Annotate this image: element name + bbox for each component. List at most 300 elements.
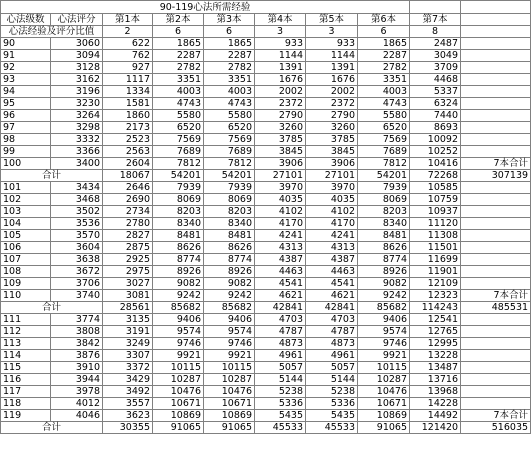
book-exp-cell: 8340	[153, 218, 204, 230]
book-exp-cell: 4003	[358, 86, 410, 98]
empty-cell	[461, 398, 531, 410]
book-exp-cell: 7939	[153, 182, 204, 194]
table-row	[1, 278, 531, 290]
total-value: 42841	[255, 302, 306, 314]
score-cell: 3128	[51, 62, 103, 74]
level-cell: 107	[1, 254, 51, 266]
book-exp-cell: 1581	[103, 98, 153, 110]
book-exp-cell: 4102	[255, 206, 306, 218]
table-row	[1, 98, 531, 110]
book-exp-cell: 4035	[306, 194, 358, 206]
book-exp-cell: 9746	[204, 338, 255, 350]
book-exp-cell: 2646	[103, 182, 153, 194]
book-exp-cell: 9406	[153, 314, 204, 326]
total-sum: 516035	[461, 422, 531, 434]
total-value: 72268	[410, 170, 461, 182]
book-exp-cell: 8203	[153, 206, 204, 218]
book-exp-cell: 4241	[306, 230, 358, 242]
book-exp-cell: 2790	[306, 110, 358, 122]
book-exp-cell: 1144	[255, 50, 306, 62]
book-exp-cell: 927	[103, 62, 153, 74]
table-row	[1, 350, 531, 362]
book-exp-cell: 3623	[103, 410, 153, 422]
total-value: 91065	[358, 422, 410, 434]
book-exp-cell: 9921	[153, 350, 204, 362]
book-exp-cell: 762	[103, 50, 153, 62]
book-exp-cell: 4787	[306, 326, 358, 338]
book-exp-cell: 3191	[103, 326, 153, 338]
empty-cell	[461, 386, 531, 398]
book-exp-cell: 2780	[103, 218, 153, 230]
book-exp-cell: 8926	[204, 266, 255, 278]
book-exp-cell: 3249	[103, 338, 153, 350]
table-row	[1, 290, 531, 302]
empty-cell	[461, 26, 531, 38]
book-exp-cell: 3906	[255, 158, 306, 170]
table-row	[1, 386, 531, 398]
ratio-value: 8	[410, 26, 461, 38]
book-exp-cell: 2372	[255, 98, 306, 110]
book-exp-cell: 4961	[306, 350, 358, 362]
book-exp-cell: 9746	[153, 338, 204, 350]
book-exp-cell: 10869	[204, 410, 255, 422]
book-exp-cell: 2690	[103, 194, 153, 206]
book-exp-cell: 14492	[410, 410, 461, 422]
score-cell: 4046	[51, 410, 103, 422]
book-exp-cell: 10585	[410, 182, 461, 194]
book-exp-cell: 1676	[306, 74, 358, 86]
header-book-4: 第4本	[255, 14, 306, 26]
book-exp-cell: 10092	[410, 134, 461, 146]
book-exp-cell: 5144	[306, 374, 358, 386]
level-cell: 110	[1, 290, 51, 302]
book-exp-cell: 3372	[103, 362, 153, 374]
book-exp-cell: 1865	[358, 38, 410, 50]
book-exp-cell: 7689	[204, 146, 255, 158]
empty-cell	[461, 230, 531, 242]
table-row	[1, 314, 531, 326]
total-row	[1, 422, 531, 434]
level-cell: 115	[1, 362, 51, 374]
ratio-value: 3	[255, 26, 306, 38]
book-exp-cell: 2604	[103, 158, 153, 170]
book-exp-cell: 4463	[306, 266, 358, 278]
score-cell: 3230	[51, 98, 103, 110]
score-cell: 3672	[51, 266, 103, 278]
score-cell: 3468	[51, 194, 103, 206]
book-exp-cell: 8693	[410, 122, 461, 134]
book-exp-cell: 2287	[153, 50, 204, 62]
score-cell: 3400	[51, 158, 103, 170]
empty-cell	[461, 182, 531, 194]
table-row	[1, 230, 531, 242]
total-value: 54201	[204, 170, 255, 182]
book-exp-cell: 3785	[255, 134, 306, 146]
book-exp-cell: 4313	[255, 242, 306, 254]
book-exp-cell: 2287	[204, 50, 255, 62]
score-cell: 3944	[51, 374, 103, 386]
score-cell: 3740	[51, 290, 103, 302]
empty-cell	[461, 50, 531, 62]
book-exp-cell: 3351	[153, 74, 204, 86]
empty-cell	[461, 314, 531, 326]
book-exp-cell: 5580	[153, 110, 204, 122]
book-exp-cell: 6324	[410, 98, 461, 110]
book-exp-cell: 4873	[255, 338, 306, 350]
book-exp-cell: 10476	[153, 386, 204, 398]
score-cell: 3706	[51, 278, 103, 290]
book-exp-cell: 10287	[204, 374, 255, 386]
level-cell: 111	[1, 314, 51, 326]
table-row	[1, 362, 531, 374]
book-exp-cell: 2782	[153, 62, 204, 74]
level-cell: 106	[1, 242, 51, 254]
book-exp-cell: 9242	[204, 290, 255, 302]
book-exp-cell: 8926	[358, 266, 410, 278]
book-exp-cell: 8203	[204, 206, 255, 218]
empty-cell	[461, 374, 531, 386]
book-exp-cell: 12765	[410, 326, 461, 338]
book-exp-cell: 9082	[358, 278, 410, 290]
empty-cell	[461, 134, 531, 146]
header-book-2: 第2本	[153, 14, 204, 26]
empty-cell	[461, 146, 531, 158]
book-exp-cell: 4703	[255, 314, 306, 326]
total-value: 45533	[306, 422, 358, 434]
book-exp-cell: 8774	[204, 254, 255, 266]
score-cell: 3332	[51, 134, 103, 146]
book-exp-cell: 6520	[358, 122, 410, 134]
book-exp-cell: 11699	[410, 254, 461, 266]
book-exp-cell: 8069	[358, 194, 410, 206]
table-row	[1, 398, 531, 410]
score-cell: 3264	[51, 110, 103, 122]
empty-cell	[461, 194, 531, 206]
level-cell: 98	[1, 134, 51, 146]
score-cell: 3604	[51, 242, 103, 254]
table-row	[1, 50, 531, 62]
table-title: 90-119心法所需经验	[1, 1, 410, 14]
book-exp-cell: 3135	[103, 314, 153, 326]
book-exp-cell: 11120	[410, 218, 461, 230]
score-cell: 3298	[51, 122, 103, 134]
book-exp-cell: 9746	[358, 338, 410, 350]
book-exp-cell: 10671	[358, 398, 410, 410]
score-cell: 3196	[51, 86, 103, 98]
book-exp-cell: 2523	[103, 134, 153, 146]
book-exp-cell: 11308	[410, 230, 461, 242]
table-row	[1, 74, 531, 86]
table-row	[1, 374, 531, 386]
book-exp-cell: 4241	[255, 230, 306, 242]
score-cell: 3876	[51, 350, 103, 362]
score-cell: 3774	[51, 314, 103, 326]
level-cell: 95	[1, 98, 51, 110]
book-exp-cell: 7939	[204, 182, 255, 194]
book-exp-cell: 3260	[255, 122, 306, 134]
book-exp-cell: 2173	[103, 122, 153, 134]
book-exp-cell: 4743	[153, 98, 204, 110]
book-exp-cell: 8626	[358, 242, 410, 254]
score-cell: 4012	[51, 398, 103, 410]
empty-cell	[461, 206, 531, 218]
book-exp-cell: 3260	[306, 122, 358, 134]
score-cell: 3366	[51, 146, 103, 158]
book-exp-cell: 3785	[306, 134, 358, 146]
ratio-value: 6	[153, 26, 204, 38]
book-exp-cell: 10287	[358, 374, 410, 386]
book-exp-cell: 9082	[153, 278, 204, 290]
header-score: 心法评分	[51, 14, 103, 26]
level-cell: 96	[1, 110, 51, 122]
book-exp-cell: 1391	[255, 62, 306, 74]
header-row	[1, 14, 531, 26]
empty-cell	[461, 350, 531, 362]
book-exp-cell: 12995	[410, 338, 461, 350]
book-exp-cell: 7812	[358, 158, 410, 170]
level-cell: 104	[1, 218, 51, 230]
level-cell: 118	[1, 398, 51, 410]
book-exp-cell: 6520	[153, 122, 204, 134]
total-value: 91065	[153, 422, 204, 434]
score-cell: 3060	[51, 38, 103, 50]
table-row	[1, 122, 531, 134]
book-exp-cell: 9242	[153, 290, 204, 302]
book-exp-cell: 1860	[103, 110, 153, 122]
book-exp-cell: 1144	[306, 50, 358, 62]
book-exp-cell: 5057	[306, 362, 358, 374]
total-value: 85682	[153, 302, 204, 314]
level-cell: 92	[1, 62, 51, 74]
score-cell: 3162	[51, 74, 103, 86]
book-exp-cell: 1117	[103, 74, 153, 86]
book-exp-cell: 4743	[204, 98, 255, 110]
empty-cell	[461, 14, 531, 26]
empty-cell	[461, 326, 531, 338]
book-exp-cell: 4035	[255, 194, 306, 206]
empty-cell	[461, 218, 531, 230]
table-row	[1, 194, 531, 206]
total-label: 合计	[1, 422, 103, 434]
book-exp-cell: 3557	[103, 398, 153, 410]
header-book-1: 第1本	[103, 14, 153, 26]
total-value: 85682	[358, 302, 410, 314]
score-cell: 3910	[51, 362, 103, 374]
book-exp-cell: 933	[306, 38, 358, 50]
empty-cell	[461, 122, 531, 134]
book-exp-cell: 8774	[153, 254, 204, 266]
book-exp-cell: 7689	[358, 146, 410, 158]
book-exp-cell: 3709	[410, 62, 461, 74]
book-exp-cell: 10115	[204, 362, 255, 374]
book-exp-cell: 9406	[204, 314, 255, 326]
book-exp-cell: 11901	[410, 266, 461, 278]
empty-cell	[410, 1, 461, 14]
book-exp-cell: 3492	[103, 386, 153, 398]
level-cell: 117	[1, 386, 51, 398]
book-exp-cell: 8069	[153, 194, 204, 206]
book-exp-cell: 4463	[255, 266, 306, 278]
book-exp-cell: 2875	[103, 242, 153, 254]
book-exp-cell: 10671	[204, 398, 255, 410]
score-cell: 3808	[51, 326, 103, 338]
book-exp-cell: 5238	[306, 386, 358, 398]
book-exp-cell: 4102	[306, 206, 358, 218]
ratio-label: 心法经验及评分比值	[1, 26, 103, 38]
empty-cell	[461, 254, 531, 266]
empty-cell	[461, 278, 531, 290]
book-exp-cell: 10115	[153, 362, 204, 374]
header-book-5: 第5本	[306, 14, 358, 26]
book-exp-cell: 7569	[153, 134, 204, 146]
book-exp-cell: 1391	[306, 62, 358, 74]
book-exp-cell: 8626	[153, 242, 204, 254]
book-exp-cell: 4003	[204, 86, 255, 98]
level-cell: 105	[1, 230, 51, 242]
book-exp-cell: 3351	[204, 74, 255, 86]
title-row	[1, 1, 531, 14]
book-exp-cell: 5337	[410, 86, 461, 98]
book-exp-cell: 13716	[410, 374, 461, 386]
book-exp-cell: 4541	[306, 278, 358, 290]
total-value: 30355	[103, 422, 153, 434]
book-exp-cell: 4541	[255, 278, 306, 290]
total-row	[1, 170, 531, 182]
ratio-value: 6	[358, 26, 410, 38]
header-book-6: 第6本	[358, 14, 410, 26]
book-exp-cell: 10416	[410, 158, 461, 170]
book-exp-cell: 3845	[255, 146, 306, 158]
book-exp-cell: 2925	[103, 254, 153, 266]
score-cell: 3978	[51, 386, 103, 398]
header-level: 心法级数	[1, 14, 51, 26]
ratio-value: 3	[306, 26, 358, 38]
book-exp-cell: 3845	[306, 146, 358, 158]
empty-cell	[461, 338, 531, 350]
book-exp-cell: 3027	[103, 278, 153, 290]
book-exp-cell: 4170	[255, 218, 306, 230]
total-value: 54201	[153, 170, 204, 182]
level-cell: 119	[1, 410, 51, 422]
book-exp-cell: 4170	[306, 218, 358, 230]
table-row	[1, 242, 531, 254]
book-exp-cell: 7689	[153, 146, 204, 158]
book-exp-cell: 4387	[306, 254, 358, 266]
book-exp-cell: 2287	[358, 50, 410, 62]
book-exp-cell: 2002	[255, 86, 306, 98]
empty-cell	[461, 62, 531, 74]
book-exp-cell: 8481	[204, 230, 255, 242]
total-label: 合计	[1, 302, 103, 314]
empty-cell	[461, 242, 531, 254]
book-exp-cell: 8774	[358, 254, 410, 266]
total-note: 7本合计	[461, 290, 531, 302]
table-row	[1, 206, 531, 218]
book-exp-cell: 13487	[410, 362, 461, 374]
book-exp-cell: 2372	[306, 98, 358, 110]
book-exp-cell: 9574	[153, 326, 204, 338]
total-note: 7本合计	[461, 410, 531, 422]
book-exp-cell: 7569	[358, 134, 410, 146]
table-row	[1, 218, 531, 230]
book-exp-cell: 10869	[153, 410, 204, 422]
book-exp-cell: 9921	[204, 350, 255, 362]
book-exp-cell: 13228	[410, 350, 461, 362]
empty-cell	[461, 86, 531, 98]
book-exp-cell: 1865	[153, 38, 204, 50]
empty-cell	[461, 74, 531, 86]
level-cell: 93	[1, 74, 51, 86]
book-exp-cell: 622	[103, 38, 153, 50]
book-exp-cell: 3081	[103, 290, 153, 302]
total-row	[1, 302, 531, 314]
book-exp-cell: 3970	[306, 182, 358, 194]
level-cell: 114	[1, 350, 51, 362]
book-exp-cell: 4003	[153, 86, 204, 98]
total-value: 18067	[103, 170, 153, 182]
book-exp-cell: 10671	[153, 398, 204, 410]
book-exp-cell: 7812	[204, 158, 255, 170]
table-row	[1, 146, 531, 158]
ratio-value: 6	[204, 26, 255, 38]
score-cell: 3536	[51, 218, 103, 230]
ratio-row	[1, 26, 531, 38]
empty-cell	[461, 1, 531, 14]
book-exp-cell: 8340	[358, 218, 410, 230]
level-cell: 116	[1, 374, 51, 386]
book-exp-cell: 8926	[153, 266, 204, 278]
book-exp-cell: 2790	[255, 110, 306, 122]
book-exp-cell: 2782	[204, 62, 255, 74]
level-cell: 102	[1, 194, 51, 206]
empty-cell	[461, 98, 531, 110]
total-value: 45533	[255, 422, 306, 434]
book-exp-cell: 3351	[358, 74, 410, 86]
score-cell: 3570	[51, 230, 103, 242]
level-cell: 94	[1, 86, 51, 98]
book-exp-cell: 10252	[410, 146, 461, 158]
book-exp-cell: 9242	[358, 290, 410, 302]
book-exp-cell: 933	[255, 38, 306, 50]
empty-cell	[461, 38, 531, 50]
table-row	[1, 62, 531, 74]
book-exp-cell: 5580	[204, 110, 255, 122]
level-cell: 91	[1, 50, 51, 62]
level-cell: 101	[1, 182, 51, 194]
book-exp-cell: 4621	[306, 290, 358, 302]
ratio-value: 2	[103, 26, 153, 38]
total-note: 7本合计	[461, 158, 531, 170]
total-sum: 485531	[461, 302, 531, 314]
book-exp-cell: 4313	[306, 242, 358, 254]
book-exp-cell: 2002	[306, 86, 358, 98]
book-exp-cell: 5336	[255, 398, 306, 410]
total-value: 28561	[103, 302, 153, 314]
table-row	[1, 254, 531, 266]
total-value: 114243	[410, 302, 461, 314]
book-exp-cell: 3307	[103, 350, 153, 362]
level-cell: 108	[1, 266, 51, 278]
book-exp-cell: 3970	[255, 182, 306, 194]
book-exp-cell: 4621	[255, 290, 306, 302]
book-exp-cell: 5435	[255, 410, 306, 422]
level-cell: 113	[1, 338, 51, 350]
book-exp-cell: 2827	[103, 230, 153, 242]
book-exp-cell: 12323	[410, 290, 461, 302]
book-exp-cell: 9921	[358, 350, 410, 362]
book-exp-cell: 8069	[204, 194, 255, 206]
book-exp-cell: 5336	[306, 398, 358, 410]
